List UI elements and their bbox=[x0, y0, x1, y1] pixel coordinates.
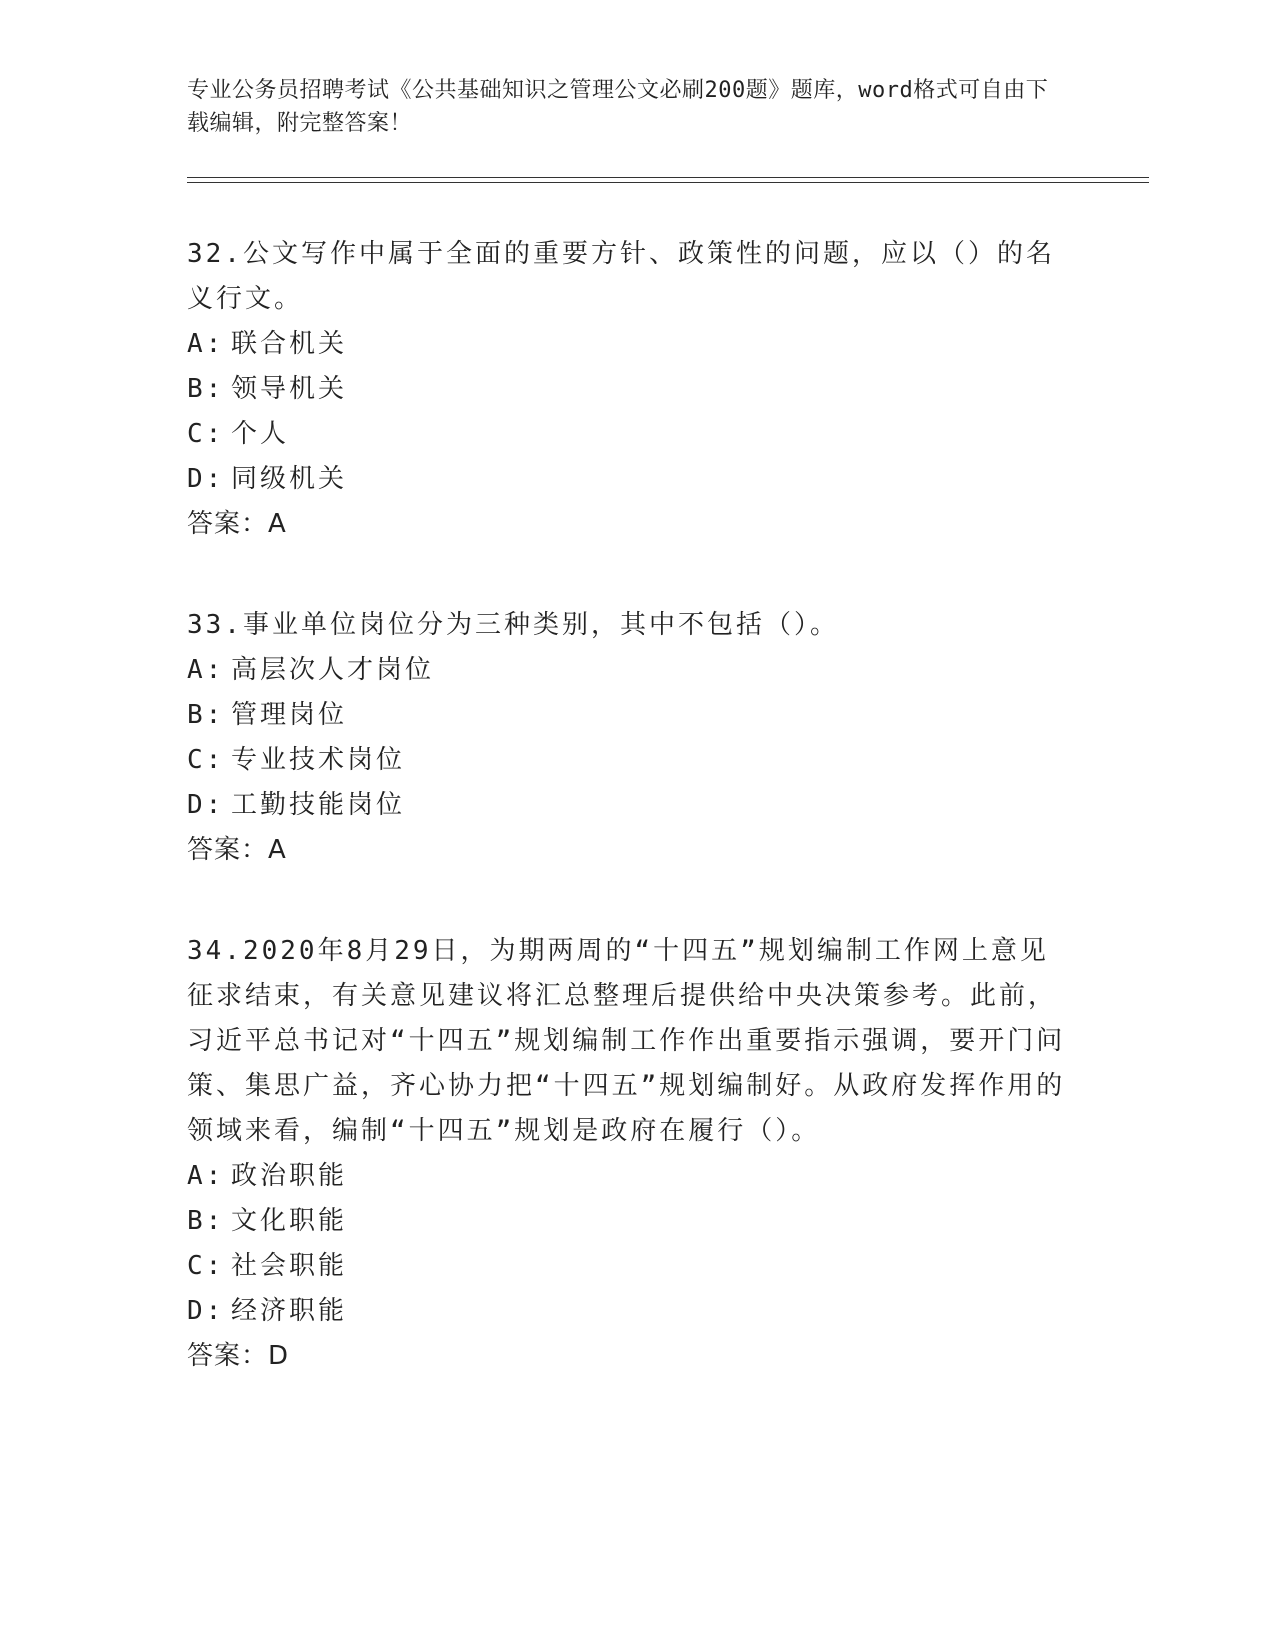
option-text: 联合机关 bbox=[231, 329, 348, 359]
option-text: 管理岗位 bbox=[231, 700, 348, 730]
option-letter: C: bbox=[187, 745, 225, 775]
option-letter: B: bbox=[187, 700, 225, 730]
option-a bbox=[187, 648, 1077, 693]
option-letter: C: bbox=[187, 1251, 225, 1281]
option-letter: C: bbox=[187, 419, 225, 449]
option-letter: D: bbox=[187, 464, 225, 494]
option-c bbox=[187, 1244, 1077, 1289]
option-d bbox=[187, 1289, 1077, 1334]
option-text: 社会职能 bbox=[231, 1251, 348, 1281]
header-divider-bottom bbox=[187, 182, 1149, 183]
option-text: 高层次人才岗位 bbox=[231, 655, 435, 685]
option-a bbox=[187, 1154, 1077, 1199]
option-d bbox=[187, 457, 1077, 502]
option-text: 领导机关 bbox=[231, 374, 348, 404]
option-d bbox=[187, 783, 1077, 828]
option-b bbox=[187, 1199, 1077, 1244]
header-divider-top bbox=[187, 177, 1149, 178]
question-33 bbox=[187, 603, 1077, 873]
option-c bbox=[187, 738, 1077, 783]
option-text: 个人 bbox=[231, 419, 290, 449]
option-text: 政治职能 bbox=[231, 1161, 348, 1191]
answer-line: 答案：A bbox=[187, 509, 287, 539]
option-c bbox=[187, 412, 1077, 457]
question-stem: 32.公文写作中属于全面的重要方针、政策性的问题，应以（）的名义行文。 bbox=[187, 239, 1055, 314]
option-a bbox=[187, 322, 1077, 367]
question-list bbox=[187, 232, 1077, 1435]
option-letter: A: bbox=[187, 655, 225, 685]
question-32 bbox=[187, 232, 1077, 547]
option-text: 经济职能 bbox=[231, 1296, 348, 1326]
option-letter: D: bbox=[187, 790, 225, 820]
question-34 bbox=[187, 929, 1077, 1379]
option-letter: B: bbox=[187, 1206, 225, 1236]
option-letter: D: bbox=[187, 1296, 225, 1326]
option-letter: B: bbox=[187, 374, 225, 404]
option-b bbox=[187, 693, 1077, 738]
option-text: 工勤技能岗位 bbox=[231, 790, 406, 820]
question-stem: 34.2020年8月29日，为期两周的“十四五”规划编制工作网上意见征求结束，有关意见建议将汇总整理后提供给中央决策参考。此前，习近平总书记对“十四五”规划编制工作作出重要指示强调，要开门问策、集思广益，齐心协力把“十四五”规划编制好。从政府发挥作用的领域来看，编制“十四五”规划是政府在履行（）。 bbox=[187, 936, 1066, 1146]
option-letter: A: bbox=[187, 1161, 225, 1191]
question-stem: 33.事业单位岗位分为三种类别，其中不包括（）。 bbox=[187, 610, 839, 640]
option-letter: A: bbox=[187, 329, 225, 359]
answer-line: 答案：D bbox=[187, 1341, 290, 1371]
option-text: 文化职能 bbox=[231, 1206, 348, 1236]
option-text: 专业技术岗位 bbox=[231, 745, 406, 775]
option-b bbox=[187, 367, 1077, 412]
answer-line: 答案：A bbox=[187, 835, 287, 865]
option-text: 同级机关 bbox=[231, 464, 348, 494]
document-header bbox=[187, 74, 1067, 140]
header-text: 专业公务员招聘考试《公共基础知识之管理公文必刷200题》题库，word格式可自由下载编辑，附完整答案！ bbox=[187, 78, 1049, 136]
